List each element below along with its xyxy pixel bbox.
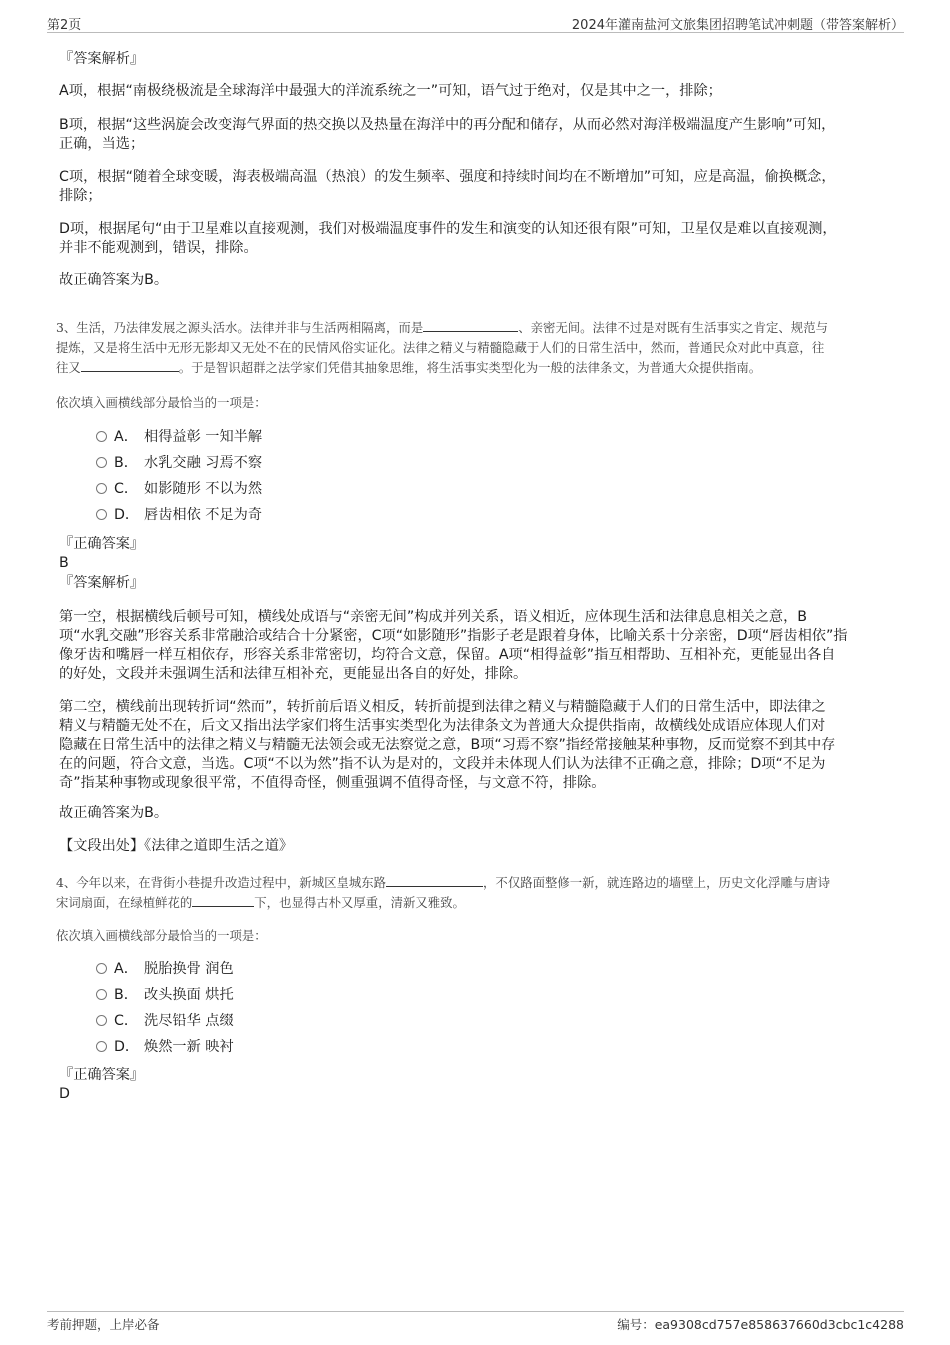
- option-d[interactable]: D． 焕然一新 映衬: [96, 1037, 234, 1057]
- option-b[interactable]: B． 水乳交融 习焉不察: [96, 453, 262, 473]
- page-header: [47, 12, 904, 33]
- page-footer: [47, 1311, 904, 1334]
- analysis-p1-line4: 的好处，文段并未强调生活和法律互相补充，更能显出各自的好处，排除。: [59, 666, 528, 682]
- correct-answer-label: 『正确答案』: [59, 536, 145, 552]
- question-3-line1: 3、生活，乃法律发展之源头活水。法律并非与生活两相隔离，而是 、亲密无间。法律不过是对既有生活事实之肯定、规范与: [56, 320, 828, 335]
- analysis-c-line1: C项，根据“随着全球变暖，海表极端高温（热浪）的发生频率、强度和持续时间均在不断增加”可知，应是高温，偷换概念，: [59, 169, 836, 185]
- blank-1: [423, 318, 518, 332]
- radio-icon[interactable]: [96, 963, 107, 974]
- analysis-p2-line1: 第二空，横线前出现转折词“然而”，转折前后语义相反，转折前提到法律之精义与精髓隐藏于人们的日常生活中，即法律之: [59, 699, 826, 715]
- radio-icon[interactable]: [96, 509, 107, 520]
- analysis-label: 『答案解析』: [59, 51, 145, 67]
- question-3-line2: 提炼，又是将生活中无形无影却又无处不在的民情风俗实证化。法律之精义与精髓隐藏于人们的日常生活中，然而，普通民众对此中真意，往: [56, 340, 825, 355]
- analysis-p1-line3: 像牙齿和嘴唇一样互相依存，形容关系非常密切，均符合文意，保留。A项“相得益彰”指互相帮助、互相补充，更能显出各自: [59, 647, 836, 663]
- option-b[interactable]: B． 改头换面 烘托: [96, 985, 234, 1005]
- footer-slogan: 考前押题，上岸必备: [47, 1317, 160, 1332]
- question-4-line1: 4、今年以来，在背街小巷提升改造过程中，新城区皇城东路 ，不仅路面整修一新，就连路边的墙壁上，历史文化浮雕与唐诗: [56, 875, 830, 890]
- correct-answer: D: [59, 1086, 70, 1102]
- option-a[interactable]: A． 相得益彰 一知半解: [96, 427, 262, 447]
- question-4-line2: 宋词扇面，在绿植鲜花的 下，也显得古朴又厚重，清新又雅致。: [56, 895, 465, 910]
- analysis-d-line2: 并非不能观测到，错误，排除。: [59, 240, 258, 256]
- document-title: 2024年灌南盐河文旅集团招聘笔试冲刺题（带答案解析）: [571, 18, 904, 33]
- analysis-p2-line3: 隐藏在日常生活中的法律之精义与精髓无法领会或无法察觉之意，B项“习焉不察”指经常接触某种事物，反而觉察不到其中存: [59, 737, 836, 753]
- correct-answer: B: [59, 555, 69, 571]
- question-4-prompt: 依次填入画横线部分最恰当的一项是：: [56, 928, 267, 943]
- radio-icon[interactable]: [96, 989, 107, 1000]
- blank-2: [81, 358, 179, 372]
- analysis-p1-line1: 第一空，根据横线后顿号可知，横线处成语与“亲密无间”构成并列关系，语义相近，应体现生活和法律息息相关之意，B: [59, 609, 807, 625]
- option-d[interactable]: D． 唇齿相依 不足为奇: [96, 505, 262, 525]
- radio-icon[interactable]: [96, 1041, 107, 1052]
- option-c[interactable]: C． 洗尽铅华 点缀: [96, 1011, 234, 1031]
- analysis-p2-line5: 奇”指某种事物或现象很平常，不值得奇怪，侧重强调不值得奇怪，与文意不符，排除。: [59, 775, 606, 791]
- analysis-p2-line2: 精义与精髓无处不在，后文又指出法学家们将生活事实类型化为法律条文为普通大众提供指南，故横线处成语应体现人们对: [59, 718, 826, 734]
- radio-icon[interactable]: [96, 1015, 107, 1026]
- blank-2: [192, 893, 254, 907]
- analysis-label: 『答案解析』: [59, 575, 145, 591]
- conclusion: 故正确答案为B。: [59, 272, 169, 288]
- analysis-c-line2: 排除；: [59, 188, 102, 204]
- analysis-p2-line4: 在的问题，符合文意，当选。C项“不以为然”指不认为是对的，文段并未体现人们认为法律不正确之意，排除；D项“不足为: [59, 756, 826, 772]
- correct-answer-label: 『正确答案』: [59, 1067, 145, 1083]
- passage-source: 【文段出处】《法律之道即生活之道》: [59, 838, 294, 854]
- document-id: 编号：ea9308cd757e858637660d3cbc1c4288: [617, 1317, 904, 1332]
- analysis-a: A项，根据“南极绕极流是全球海洋中最强大的洋流系统之一”可知，语气过于绝对，仅是其中之一，排除；: [59, 83, 722, 99]
- analysis-p1-line2: 项“水乳交融”形容关系非常融洽或结合十分紧密，C项“如影随形”指影子老是跟着身体，比喻关系十分亲密，D项“唇齿相依”指: [59, 628, 848, 644]
- radio-icon[interactable]: [96, 483, 107, 494]
- radio-icon[interactable]: [96, 431, 107, 442]
- question-3-prompt: 依次填入画横线部分最恰当的一项是：: [56, 395, 267, 410]
- blank-1: [386, 873, 483, 887]
- conclusion: 故正确答案为B。: [59, 805, 169, 821]
- option-a[interactable]: A． 脱胎换骨 润色: [96, 959, 234, 979]
- radio-icon[interactable]: [96, 457, 107, 468]
- analysis-d-line1: D项，根据尾句“由于卫星难以直接观测，我们对极端温度事件的发生和演变的认知还很有限”可知，卫星仅是难以直接观测，: [59, 221, 837, 237]
- analysis-b-line1: B项，根据“这些涡旋会改变海气界面的热交换以及热量在海洋中的再分配和储存，从而必然对海洋极端温度产生影响”可知，: [59, 117, 836, 133]
- page-number: 第2页: [47, 18, 82, 33]
- option-c[interactable]: C． 如影随形 不以为然: [96, 479, 262, 499]
- question-3-line3: 往又 。于是智识超群之法学家们凭借其抽象思维，将生活事实类型化为一般的法律条文，为普通大众提供指南。: [56, 360, 762, 375]
- analysis-b-line2: 正确，当选；: [59, 136, 145, 152]
